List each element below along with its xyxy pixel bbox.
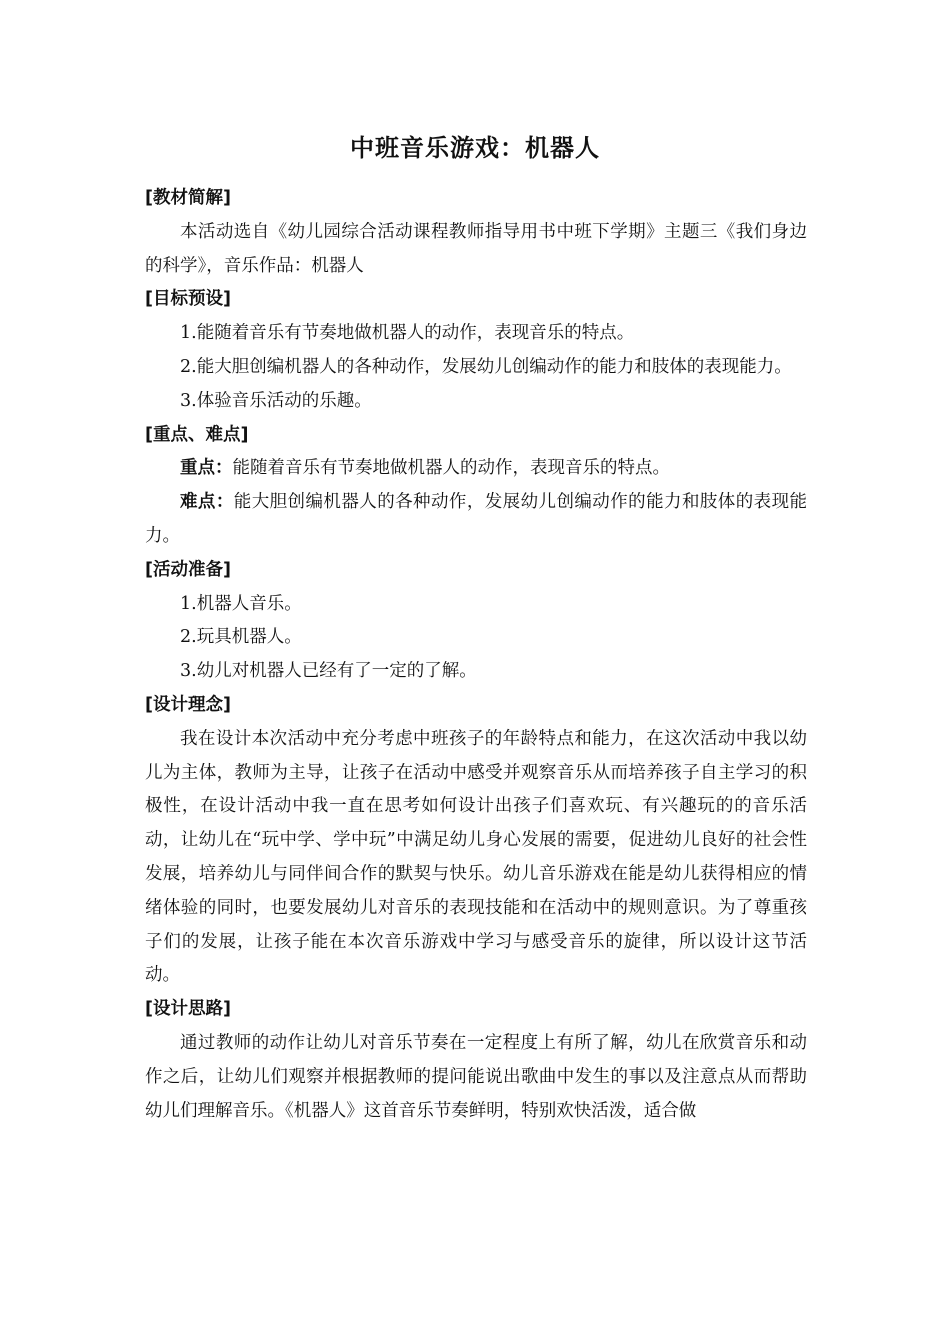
intro-paragraph: 本活动选自《幼儿园综合活动课程教师指导用书中班下学期》主题三《我们身边的科学》，音乐作品：机器人 (145, 221, 807, 276)
section-heading-approach: [设计思路] (145, 999, 231, 1020)
preparation-item-2: 2.玩具机器人。 (180, 627, 302, 648)
goal-item-3: 3.体验音乐活动的乐趣。 (180, 390, 372, 411)
document-title: 中班音乐游戏：机器人 (350, 134, 600, 162)
section-heading-goals: [目标预设] (145, 289, 231, 310)
difficult-point-label: 难点： (180, 492, 234, 513)
section-heading-focus: [重点、难点] (145, 424, 249, 445)
preparation-item-1: 1.机器人音乐。 (180, 593, 302, 614)
key-point-text: 能随着音乐有节奏地做机器人的动作，表现音乐的特点。 (232, 458, 670, 479)
goal-item-1: 1.能随着音乐有节奏地做机器人的动作，表现音乐的特点。 (180, 323, 635, 344)
key-point-label: 重点： (180, 458, 233, 479)
section-heading-concept: [设计理念] (145, 694, 231, 715)
concept-paragraph: 我在设计本次活动中充分考虑中班孩子的年龄特点和能力，在这次活动中我以幼儿为主体，教师为主导，让孩子在活动中感受并观察音乐从而培养孩子自主学习的积极性，在设计活动中我一直在思考如何设计出孩子们喜欢玩、有兴趣玩的的音乐活动，让幼儿在“玩中学、学中玩”中满足幼儿身心发展的需要，促进幼儿良好的社会性发展，培养幼儿与同伴间合作的默契与快乐。幼儿音乐游戏在能是幼儿获得相应的情绪体验的同时，也要发展幼儿对音乐的表现技能和在活动中的规则意识。为了尊重孩子们的发展，让孩子能在本次音乐游戏中学习与感受音乐的旋律，所以设计这节活动。 (145, 728, 807, 986)
document-body (145, 182, 807, 1128)
section-heading-intro: [教材简解] (145, 188, 231, 208)
section-heading-preparation: [活动准备] (145, 559, 231, 580)
difficult-point (145, 486, 807, 554)
approach-paragraph: 通过教师的动作让幼儿对音乐节奏在一定程度上有所了解，幼儿在欣赏音乐和动作之后，让幼儿们观察并根据教师的提问能说出歌曲中发生的事以及注意点从而帮助幼儿们理解音乐。《机器人》这首音乐节奏鲜明，特别欢快活泼，适合做 (145, 1032, 807, 1121)
goal-item-2: 2.能大胆创编机器人的各种动作，发展幼儿创编动作的能力和肢体的表现能力。 (180, 356, 792, 377)
difficult-point-text: 能大胆创编机器人的各种动作，发展幼儿创编动作的能力和肢体的表现能力。 (145, 492, 807, 546)
key-point (145, 452, 807, 486)
preparation-item-3: 3.幼儿对机器人已经有了一定的了解。 (180, 661, 477, 682)
